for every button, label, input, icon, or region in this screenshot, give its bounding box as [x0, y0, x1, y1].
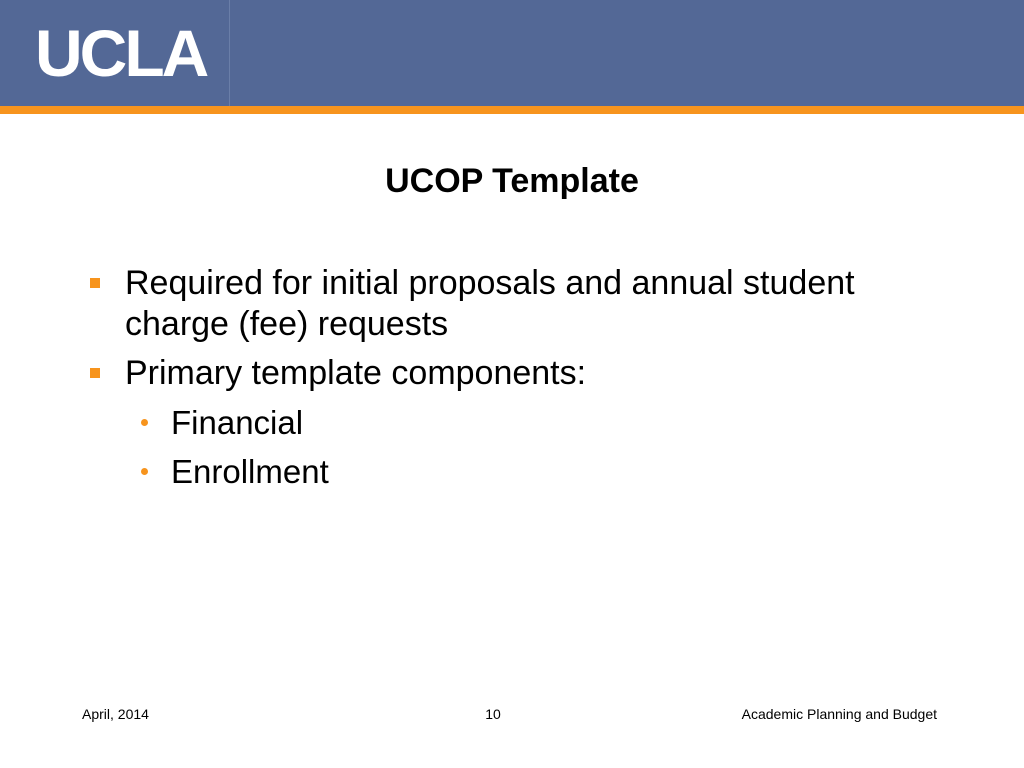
sub-bullet-item [0, 402, 871, 443]
bullet-list [0, 263, 1024, 500]
dot-bullet-icon [141, 468, 148, 475]
footer-date: April, 2014 [82, 706, 149, 722]
bullet-text: Primary template components: [125, 354, 587, 392]
ucla-logo: UCLA [35, 16, 207, 90]
footer-page-number: 10 [485, 706, 501, 722]
bullet-item [0, 353, 905, 394]
square-bullet-icon [90, 368, 100, 378]
footer-department: Academic Planning and Budget [741, 706, 937, 722]
bullet-text: Required for initial proposals and annual student charge (fee) requests [125, 264, 855, 343]
bullet-item [0, 263, 905, 345]
header-band [0, 0, 1024, 106]
accent-stripe [0, 106, 1024, 114]
slide-title: UCOP Template [385, 162, 639, 200]
dot-bullet-icon [141, 419, 148, 426]
square-bullet-icon [90, 278, 100, 288]
sub-bullet-text: Financial [171, 404, 304, 441]
sub-bullet-text: Enrollment [171, 453, 329, 490]
logo-panel [0, 0, 230, 106]
sub-bullet-item [0, 451, 871, 492]
